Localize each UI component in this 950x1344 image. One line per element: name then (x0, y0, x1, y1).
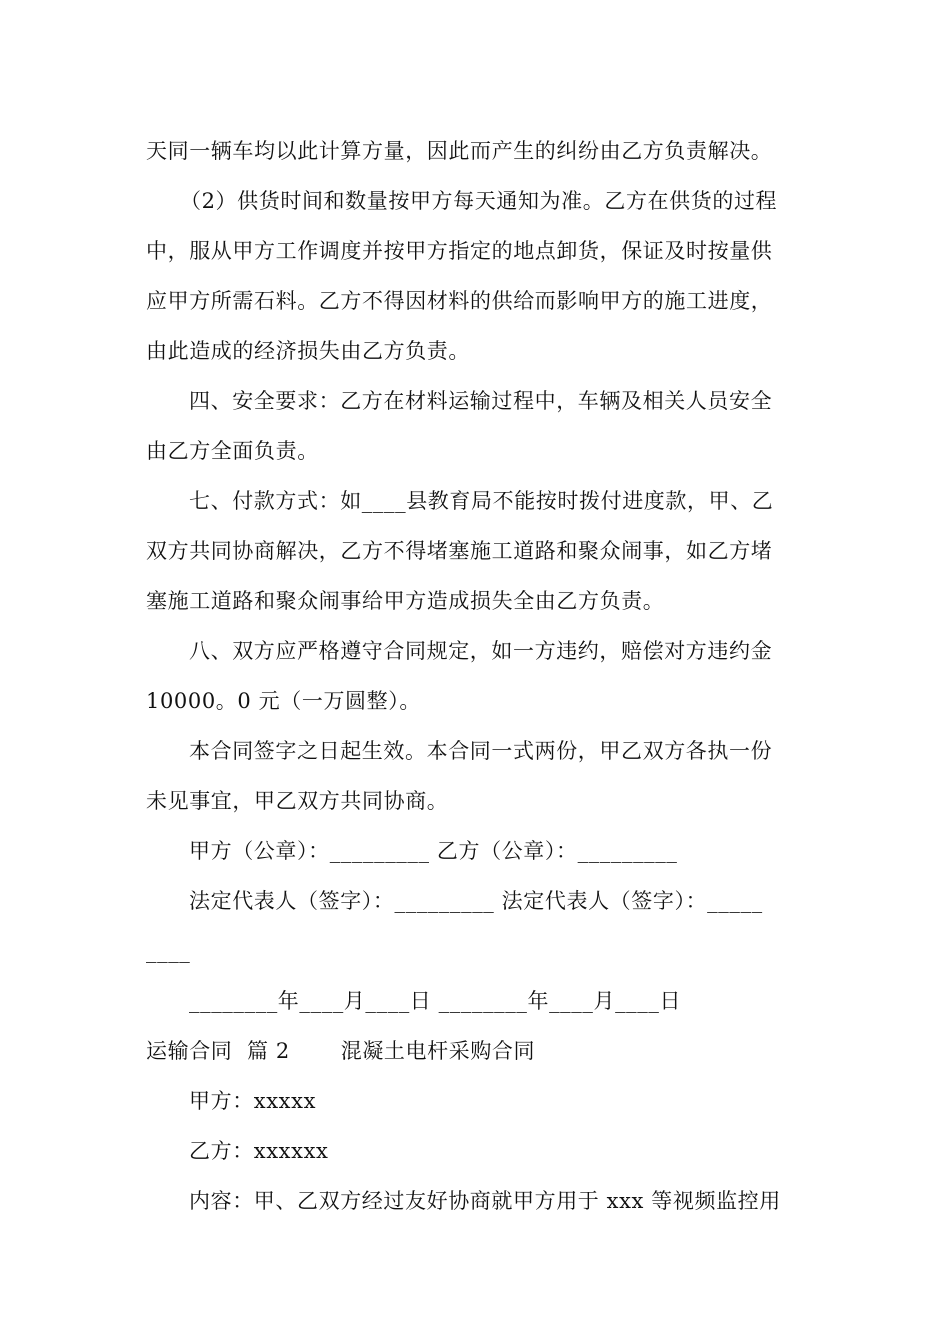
party-b-line: 乙方：xxxxxx (189, 1139, 329, 1163)
section-heading-payment: 七、付款方式：如____县教育局不能按时拨付进度款，甲、乙 (189, 489, 774, 513)
body-text-line: 塞施工道路和聚众闹事给甲方造成损失全由乙方负责。 (146, 589, 665, 613)
body-text-line: （2）供货时间和数量按甲方每天通知为准。乙方在供货的过程 (180, 189, 778, 213)
section-heading-safety: 四、安全要求：乙方在材料运输过程中，车辆及相关人员安全 (189, 389, 773, 413)
body-text-line: 双方共同协商解决，乙方不得堵塞施工道路和聚众闹事，如乙方堵 (146, 539, 773, 563)
date-line: ________年____月____日 ________年____月____日 (189, 989, 682, 1013)
content-line: 内容：甲、乙双方经过友好协商就甲方用于 xxx 等视频监控用 (189, 1189, 781, 1213)
body-text-line: 天同一辆车均以此计算方量，因此而产生的纠纷由乙方负责解决。 (146, 139, 773, 163)
body-text-line: 10000。0 元（一万圆整）。 (146, 689, 421, 713)
party-a-line: 甲方：xxxxx (189, 1089, 317, 1113)
body-text-line: 由乙方全面负责。 (146, 439, 319, 463)
body-text-line: 未见事宜，甲乙双方共同协商。 (146, 789, 449, 813)
contract-title-heading: 运输合同 篇 2 混凝土电杆采购合同 (146, 1039, 536, 1063)
body-text-line: 中，服从甲方工作调度并按甲方指定的地点卸货，保证及时按量供 (146, 239, 773, 263)
signature-seal-line: 甲方（公章）：_________ 乙方（公章）：_________ (189, 839, 678, 863)
signature-representative-line: 法定代表人（签字）：_________ 法定代表人（签字）：_____ (189, 889, 763, 913)
body-text-line: 由此造成的经济损失由乙方负责。 (146, 339, 470, 363)
signature-continuation: ____ (146, 939, 191, 963)
effective-clause: 本合同签字之日起生效。本合同一式两份，甲乙双方各执一份 (189, 739, 773, 763)
section-heading-penalty: 八、双方应严格遵守合同规定，如一方违约，赔偿对方违约金 (189, 639, 773, 663)
body-text-line: 应甲方所需石料。乙方不得因材料的供给而影响甲方的施工进度， (146, 289, 773, 313)
